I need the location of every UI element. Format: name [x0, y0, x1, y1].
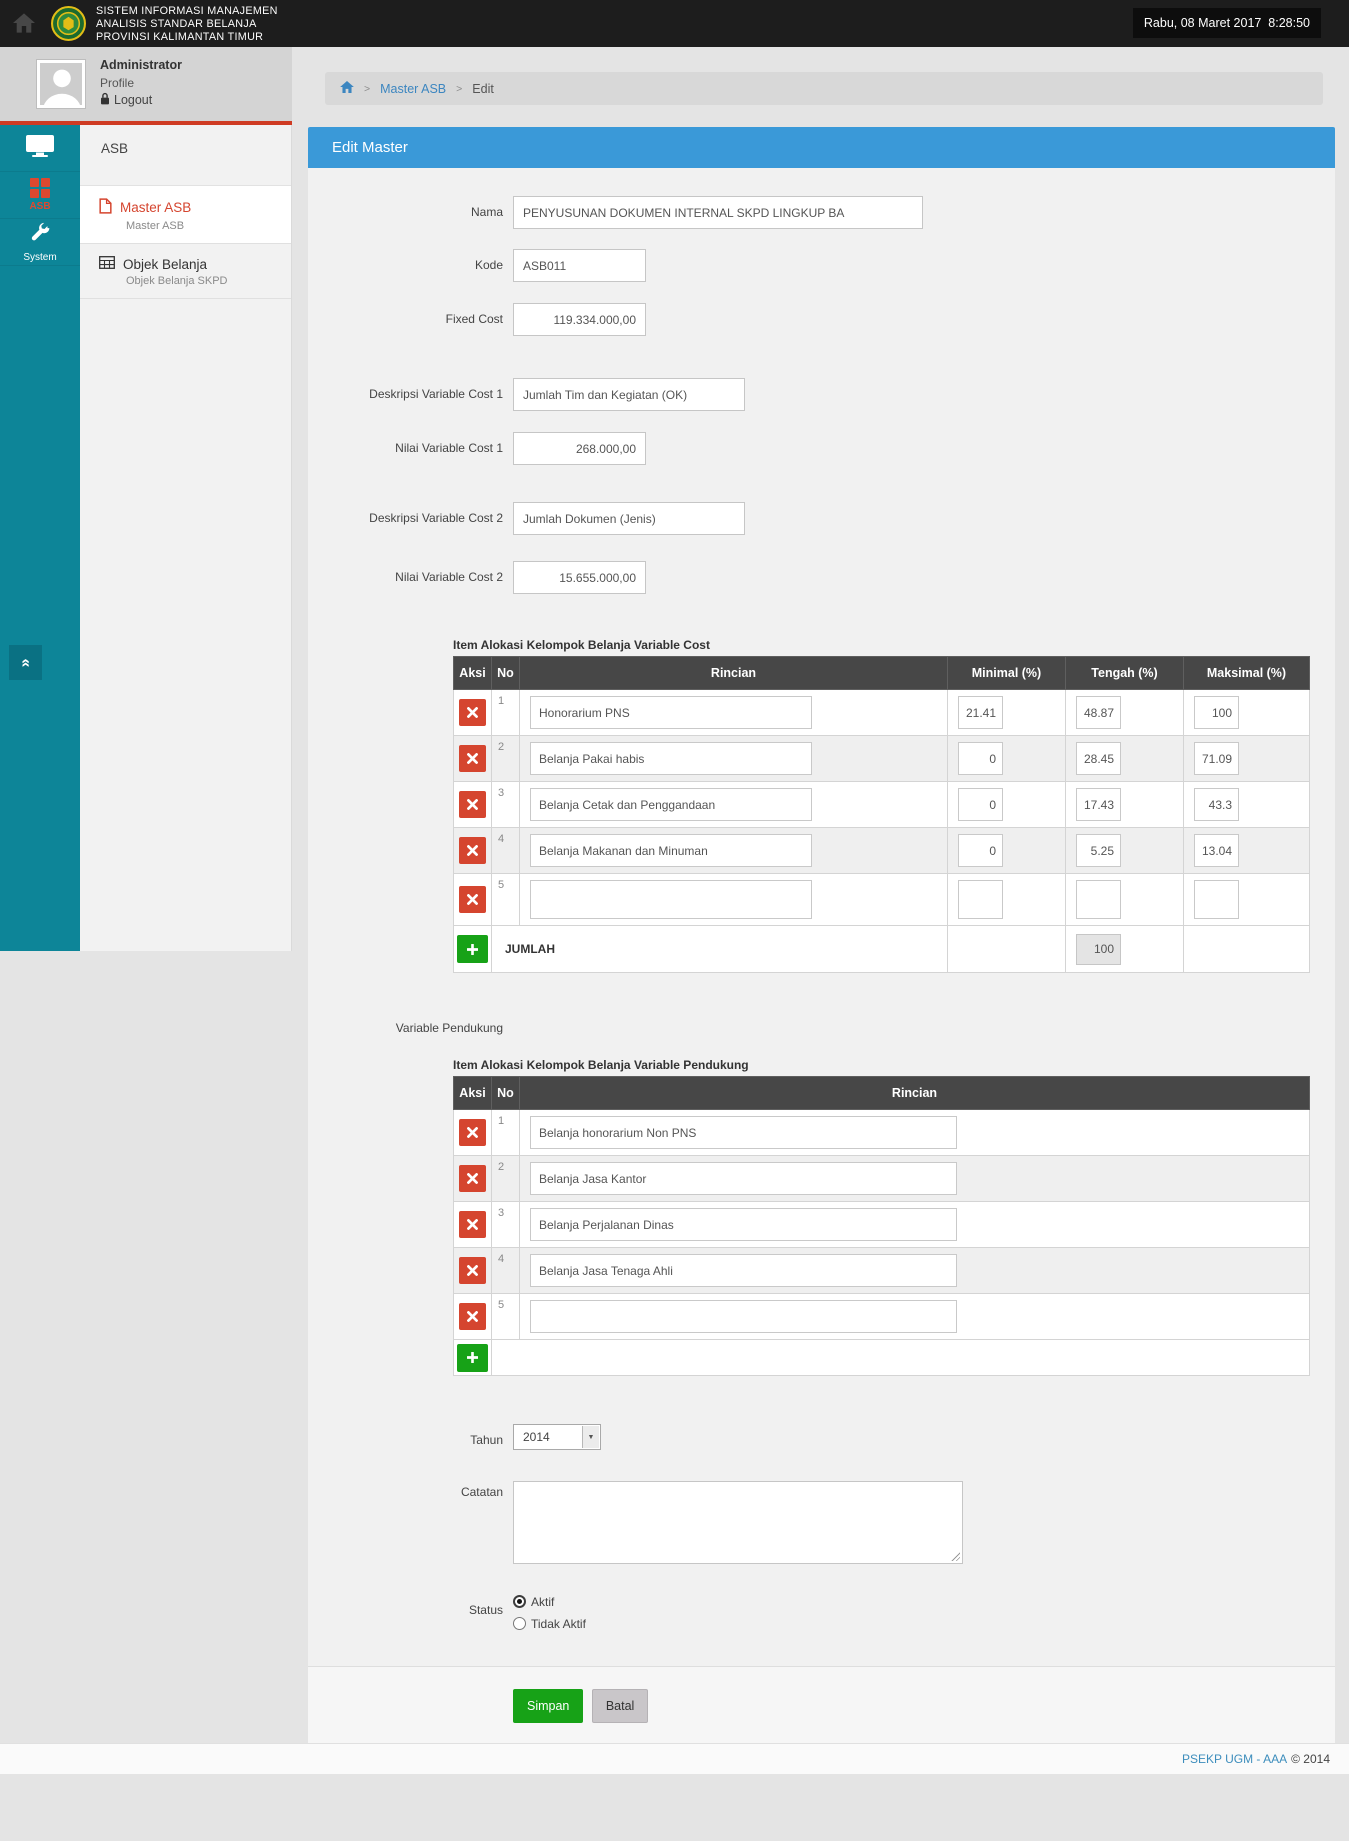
batal-button[interactable]: Batal	[592, 1689, 649, 1723]
cost-table-sum-row	[454, 926, 1310, 973]
user-name: Administrator	[100, 58, 182, 72]
col-header-maksimal: Maksimal (%)	[1184, 657, 1310, 690]
monitor-icon	[25, 134, 55, 163]
top-bar	[0, 0, 1349, 47]
pendukung-table-title: Item Alokasi Kelompok Belanja Variable Pendukung	[453, 1058, 749, 1072]
delete-row-button[interactable]	[459, 886, 486, 913]
form-row-nilai-vc2	[308, 561, 1335, 594]
catatan-label: Catatan	[460, 1485, 503, 1499]
row-number: 2	[492, 1156, 520, 1202]
col-header-aksi: Aksi	[454, 657, 492, 690]
sidebar-item-sublabel: Objek Belanja SKPD	[126, 275, 228, 287]
page-footer	[0, 1743, 1349, 1774]
pendukung-table-header-row	[454, 1077, 1310, 1110]
form-actions	[308, 1666, 1335, 1744]
table-row	[454, 690, 1310, 736]
minimal-input[interactable]	[958, 834, 1003, 867]
add-row-button[interactable]	[457, 1344, 488, 1372]
cost-table-title: Item Alokasi Kelompok Belanja Variable Cost	[453, 638, 710, 652]
rincian-input[interactable]	[530, 834, 812, 867]
rail-system-label: System	[23, 251, 57, 263]
app-title-line1: SISTEM INFORMASI MANAJEMEN	[96, 5, 278, 17]
datetime-display: Rabu, 08 Maret 2017 8:28:50	[1133, 8, 1321, 38]
rincian-input[interactable]	[530, 1116, 957, 1149]
minimal-input[interactable]	[958, 742, 1003, 775]
row-number: 4	[492, 1248, 520, 1294]
nilai-vc2-label: Nilai Variable Cost 2	[395, 570, 503, 584]
deskripsi-vc1-label: Deskripsi Variable Cost 1	[369, 387, 503, 401]
sidebar-section-title: ASB	[80, 125, 291, 186]
col-header-tengah: Tengah (%)	[1066, 657, 1184, 690]
col-header-rincian: Rincian	[520, 657, 948, 690]
nilai-vc1-input[interactable]	[513, 432, 646, 465]
status-label: Status	[468, 1603, 503, 1617]
table-row	[454, 1294, 1310, 1340]
lock-icon	[100, 92, 110, 108]
maksimal-input[interactable]	[1194, 880, 1239, 919]
sidebar-item-objek-belanja[interactable]	[80, 244, 291, 299]
form-row-deskripsi-vc1	[308, 378, 1335, 411]
provincial-emblem-logo	[51, 6, 86, 41]
delete-row-button[interactable]	[459, 1165, 486, 1192]
footer-copyright: © 2014	[1291, 1752, 1330, 1766]
pendukung-table	[453, 1076, 1310, 1376]
deskripsi-vc2-input[interactable]	[513, 502, 745, 535]
minimal-input[interactable]	[958, 880, 1003, 919]
delete-row-button[interactable]	[459, 745, 486, 772]
wrench-icon	[29, 222, 51, 249]
form-row-catatan	[308, 1481, 1335, 1564]
profile-link[interactable]: Profile	[100, 76, 135, 90]
deskripsi-vc1-input[interactable]	[513, 378, 745, 411]
table-row	[454, 1110, 1310, 1156]
nav-rail	[0, 125, 80, 951]
delete-row-button[interactable]	[459, 1119, 486, 1146]
file-icon	[99, 198, 112, 217]
row-number: 5	[492, 874, 520, 926]
maksimal-input[interactable]	[1194, 742, 1239, 775]
app-title	[96, 5, 278, 43]
avatar	[36, 59, 86, 109]
jumlah-label: JUMLAH	[492, 926, 948, 973]
breadcrumb	[325, 72, 1323, 105]
delete-row-button[interactable]	[459, 1257, 486, 1284]
breadcrumb-separator: >	[456, 82, 463, 95]
rail-item-system[interactable]	[0, 219, 80, 266]
radio-checked-icon[interactable]	[513, 1595, 526, 1608]
form-row-nilai-vc1	[308, 432, 1335, 465]
table-row	[454, 874, 1310, 926]
table-row	[454, 782, 1310, 828]
edit-master-panel	[308, 127, 1335, 1744]
breadcrumb-current: Edit	[472, 81, 494, 96]
nama-input[interactable]	[513, 196, 923, 229]
delete-row-button[interactable]	[459, 791, 486, 818]
deskripsi-vc2-label: Deskripsi Variable Cost 2	[369, 511, 503, 525]
catatan-textarea[interactable]	[513, 1481, 963, 1564]
kode-input[interactable]	[513, 249, 646, 282]
row-number: 1	[492, 1110, 520, 1156]
row-number: 3	[492, 782, 520, 828]
rincian-input[interactable]	[530, 1300, 957, 1333]
nama-label: Nama	[470, 205, 503, 219]
col-header-no: No	[492, 657, 520, 690]
form-row-fixed-cost	[308, 303, 1335, 336]
rail-item-asb[interactable]	[0, 172, 80, 219]
simpan-button[interactable]: Simpan	[513, 1689, 583, 1723]
delete-row-button[interactable]	[459, 1211, 486, 1238]
minimal-input[interactable]	[958, 788, 1003, 821]
form-row-nama	[308, 196, 1335, 229]
tengah-input[interactable]	[1076, 834, 1121, 867]
col-header-rincian: Rincian	[520, 1077, 1310, 1110]
form-row-kode	[308, 249, 1335, 282]
table-row	[454, 1202, 1310, 1248]
sidebar-item-label: Objek Belanja	[123, 256, 208, 272]
status-option-tidak-aktif[interactable]	[513, 1616, 1335, 1631]
cost-table-header-row	[454, 657, 1310, 690]
sidebar-item-sublabel: Master ASB	[126, 220, 185, 232]
chevron-down-icon[interactable]: ▼	[582, 1426, 599, 1448]
table-row	[454, 1248, 1310, 1294]
minimal-input[interactable]	[958, 696, 1003, 729]
logout-link[interactable]	[100, 92, 152, 108]
collapse-up-icon[interactable]: «	[9, 645, 42, 680]
tengah-input[interactable]	[1076, 696, 1121, 729]
status-option-label: Aktif	[531, 1594, 555, 1609]
rincian-input[interactable]	[530, 696, 812, 729]
delete-row-button[interactable]	[459, 837, 486, 864]
table-icon	[99, 256, 115, 272]
tahun-select[interactable]	[513, 1424, 601, 1450]
tahun-label: Tahun	[470, 1433, 503, 1447]
nilai-vc2-input[interactable]	[513, 561, 646, 594]
breadcrumb-link-master-asb[interactable]: Master ASB	[380, 81, 447, 96]
fixed-cost-input[interactable]	[513, 303, 646, 336]
variable-pendukung-label: Variable Pendukung	[395, 1021, 503, 1035]
app-title-line3: PROVINSI KALIMANTAN TIMUR	[96, 30, 264, 43]
sidebar-item-master-asb[interactable]	[80, 186, 291, 244]
avatar-silhouette-icon	[40, 63, 82, 105]
tengah-input[interactable]	[1076, 788, 1121, 821]
col-header-minimal: Minimal (%)	[948, 657, 1066, 690]
delete-row-button[interactable]	[459, 1303, 486, 1330]
rincian-input[interactable]	[530, 880, 812, 919]
app-title-line2: ANALISIS STANDAR BELANJA	[96, 17, 257, 30]
row-number: 2	[492, 736, 520, 782]
rincian-input[interactable]	[530, 742, 812, 775]
tahun-selected-value: 2014	[523, 1430, 550, 1444]
breadcrumb-separator: >	[364, 82, 371, 95]
rail-item-dashboard[interactable]	[0, 125, 80, 172]
maksimal-input[interactable]	[1194, 788, 1239, 821]
table-row	[454, 1156, 1310, 1202]
row-number: 1	[492, 690, 520, 736]
rincian-input[interactable]	[530, 1208, 957, 1241]
home-icon[interactable]	[13, 13, 35, 33]
jumlah-total: 100	[1076, 934, 1121, 965]
form-row-tahun	[308, 1424, 1335, 1457]
cost-table	[453, 656, 1310, 973]
resize-grip-icon[interactable]	[950, 1551, 960, 1561]
nilai-vc1-label: Nilai Variable Cost 1	[395, 441, 503, 455]
tengah-input[interactable]	[1076, 880, 1121, 919]
add-row-button[interactable]	[457, 935, 488, 963]
pendukung-add-row	[454, 1340, 1310, 1376]
rincian-input[interactable]	[530, 1162, 957, 1195]
maksimal-input[interactable]	[1194, 834, 1239, 867]
maksimal-input[interactable]	[1194, 696, 1239, 729]
delete-row-button[interactable]	[459, 699, 486, 726]
status-option-aktif[interactable]	[513, 1594, 1335, 1609]
col-header-aksi: Aksi	[454, 1077, 492, 1110]
asb-grid-icon	[30, 178, 50, 198]
footer-link[interactable]: PSEKP UGM - AAA	[1181, 1752, 1288, 1766]
home-icon[interactable]	[340, 81, 354, 96]
table-row	[454, 828, 1310, 874]
form-row-deskripsi-vc2	[308, 502, 1335, 535]
form-row-status	[308, 1594, 1335, 1640]
col-header-no: No	[492, 1077, 520, 1110]
row-number: 4	[492, 828, 520, 874]
kode-label: Kode	[474, 258, 503, 272]
user-panel	[0, 47, 292, 121]
radio-unchecked-icon[interactable]	[513, 1617, 526, 1630]
panel-title: Edit Master	[308, 127, 1335, 168]
tengah-input[interactable]	[1076, 742, 1121, 775]
row-number: 5	[492, 1294, 520, 1340]
row-number: 3	[492, 1202, 520, 1248]
rincian-input[interactable]	[530, 788, 812, 821]
rail-asb-label: ASB	[29, 201, 51, 212]
logout-label: Logout	[114, 93, 153, 107]
sidebar-item-label: Master ASB	[120, 200, 192, 215]
table-row	[454, 736, 1310, 782]
variable-pendukung-section	[308, 1021, 1335, 1036]
edit-master-form	[308, 168, 1335, 1744]
status-option-label: Tidak Aktif	[531, 1616, 586, 1631]
fixed-cost-label: Fixed Cost	[445, 312, 503, 326]
sidebar	[80, 125, 292, 951]
rincian-input[interactable]	[530, 1254, 957, 1287]
